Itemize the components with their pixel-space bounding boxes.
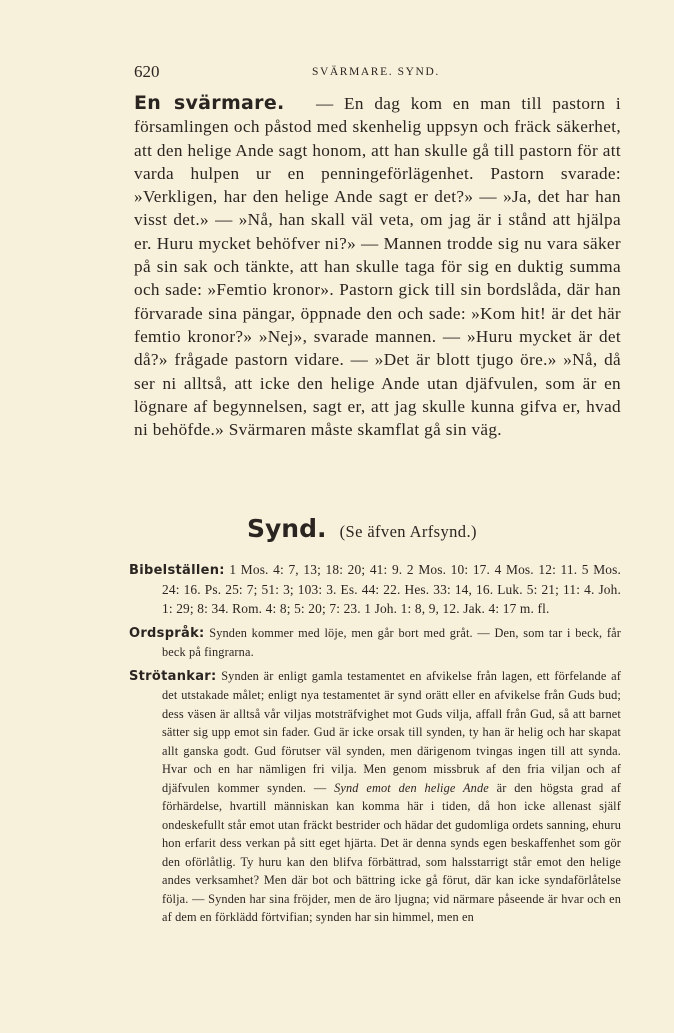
synd-heading	[247, 514, 547, 548]
bibelstallen-text: 1 Mos. 4: 7, 13; 18: 20; 41: 9. 2 Mos. 10: 17. 4 Mos. 12: 11. 5 Mos. 24: 16. Ps. 25: 7; 51: 3; 103: 3. Es. 44: 22. Hes. 33: 14, 16. Luk. 5: 21; 11: 4. Joh. 1: 29; 8: 34. Rom. 4: 8; 5: 20; 7: 23. 1 Joh. 1: 8, 9, 12. Jak. 4: 17 m. fl.	[162, 562, 622, 617]
strotankar-text-before: Synden är enligt gamla testamentet en afvikelse från lagen, ett förfelande af det utstakade målet; enligt nya testamentet är synd orätt eller en afvikelse från Guds bud; dess väsen är alltså vår viljas motsträfvighet mot Guds vilja, affall från Gud, så att barnet sätter sig upp emot sin fader. Gud är icke orsak till synden, ty han är helig och har skapat allt ganska godt. Gud förutser väl synden, men därigenom tvingas ingen till att synda. Hvar och en har nämligen fri vilja. Men genom missbruk af den fria viljan och af djäfvulen kommer synden. —	[162, 668, 621, 795]
synd-see-also: (Se äfven Arfsynd.)	[339, 522, 477, 541]
section-svarmare	[134, 92, 621, 441]
svarmare-paragraph	[134, 92, 621, 441]
bibelstallen-label: Bibelställen:	[129, 563, 225, 578]
strotankar-italic: Synd emot den helige Ande	[334, 780, 489, 795]
svarmare-headword: En svärmare.	[134, 92, 285, 114]
svarmare-text: — En dag kom en man till pastorn i församlingen och påstod med skenhelig uppsyn och fräck säkerhet, att den helige Ande sagt honom, att han skulle gå till pastorn för att varda hulpen ur en penningeförlägenhet. Pastorn svarade: »Verkligen, har den helige Ande sagt er det?» — »Ja, det har han visst det.» — »Nå, han skall väl veta, om jag är i stånd att hjälpa er. Huru mycket behöfver ni?» — Mannen trodde sig nu vara säker på sin sak och tänkte, att han skulle taga för sig en duktig summa och sade: »Femtio kronor». Pastorn gick till sin bordslåda, där han förvarade sina pängar, öppnade den och sade: »Kom hit! är det här femtio kronor?» »Nej», svarade mannen. — »Huru mycket är det då?» frågade pastorn vidare. — »Det är blott tjugo öre.» »Nå, då ser ni alltså, att icke den helige Ande utan djäfvulen, som är en lögnare af begynnelsen, sagt er, att jag skulle kunna gifva er, hvad ni behöfde.» Svärmaren måste skamflat gå sin väg.	[134, 94, 621, 440]
bibelstallen-entry	[129, 560, 621, 619]
ordsprak-text: Synden kommer med löje, men går bort med gråt. — Den, som tar i beck, får beck på fingrarna.	[162, 625, 621, 660]
page-header	[134, 62, 594, 84]
page-number: 620	[134, 62, 160, 81]
ordsprak-label: Ordspråk:	[129, 625, 205, 641]
synd-title: Synd.	[247, 514, 327, 543]
ordsprak-entry	[129, 624, 621, 662]
section-synd	[129, 560, 621, 932]
strotankar-label: Strötankar:	[129, 668, 217, 684]
running-head: SVÄRMARE. SYND.	[312, 66, 440, 78]
strotankar-entry	[129, 667, 621, 927]
strotankar-text-after: är den högsta grad af förhärdelse, hvartill människan kan komma här i tiden, då hon icke allenast själf ondeskefullt står emot utan fräckt bestrider och hädar det gudomliga ordets sanning, ehuru hon erfarit dess verkan på sitt eget hjärta. Det är denna synds egen beskaffenhet som gör den oförlåtlig. Ty huru kan den blifva förbättrad, som halsstarrigt står emot den helige andes verksamhet? Men där bot och bättring icke gå förut, där kan icke syndaförlåtelse följa. — Synden har sina fröjder, men de äro ljugna; vid närmare påseende är hvar och en af dem en förklädd förtvifian; synden har sin himmel, men en	[162, 780, 621, 925]
